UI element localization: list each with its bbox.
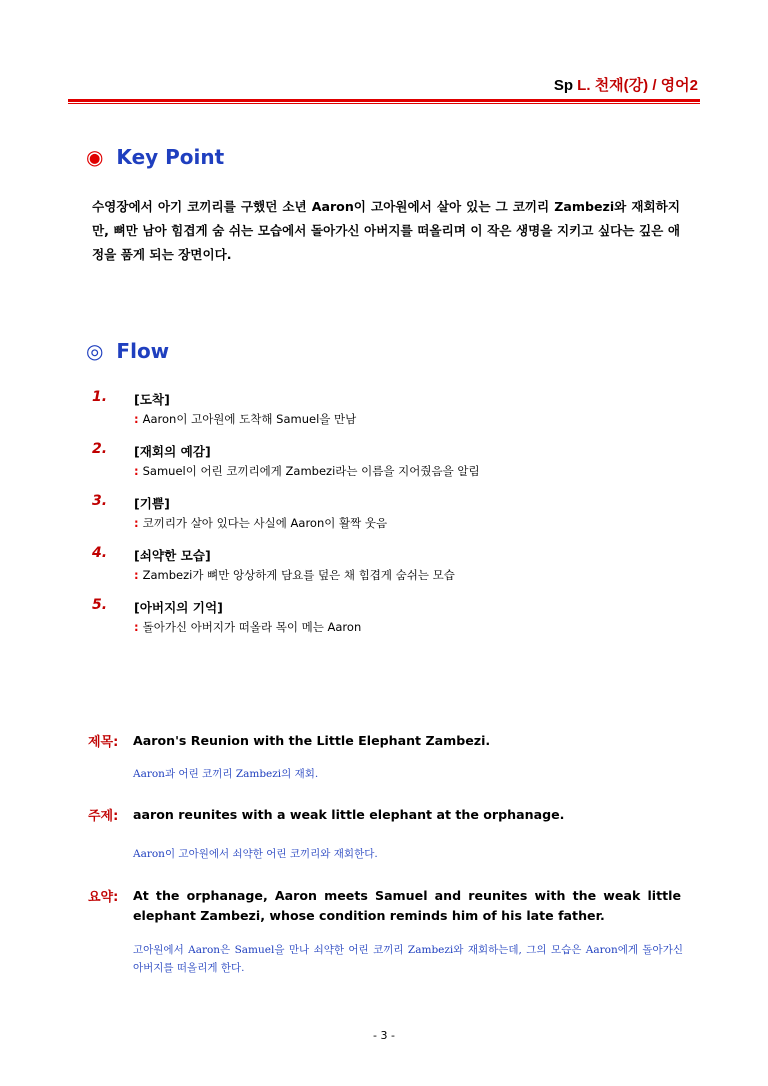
flow-item-heading: [도착] — [134, 392, 170, 407]
flow-item-description — [134, 567, 455, 583]
flow-item-heading: [쇠약한 모습] — [134, 548, 211, 563]
theme-label: 주제: — [88, 809, 119, 824]
flow-colon: : — [134, 568, 139, 582]
flow-item-heading: [아버지의 기억] — [134, 600, 223, 615]
flow-item-desc-text: 코끼리가 살아 있다는 사실에 Aaron이 활짝 웃음 — [142, 516, 388, 530]
key-point-bullet-icon: ◉ — [86, 145, 104, 169]
summary-korean: 고아원에서 Aaron은 Samuel을 만나 쇠약한 어린 코끼리 Zambezi와 재회하는데, 그의 모습은 Aaron에게 돌아가신 아버지를 떠올리게 한다. — [133, 944, 683, 974]
flow-item-heading: [재회의 예감] — [134, 444, 211, 459]
header-rule-thin — [68, 103, 700, 104]
flow-colon: : — [134, 464, 139, 478]
flow-item-description — [134, 515, 387, 531]
flow-item-number: 3. — [92, 493, 108, 509]
flow-item-number: 4. — [92, 545, 108, 561]
flow-item-description — [134, 411, 356, 427]
page-header — [554, 74, 698, 95]
flow-item-description — [134, 619, 361, 635]
flow-item-number: 1. — [92, 389, 108, 405]
flow-item-number: 5. — [92, 597, 108, 613]
flow-title: Flow — [116, 339, 170, 363]
title-label: 제목: — [88, 735, 119, 750]
key-point-text: 수영장에서 아기 코끼리를 구했던 소년 Aaron이 고아원에서 살아 있는 그 코끼리 Zambezi와 재회하지만, 뼈만 남아 힘겹게 숨 쉬는 모습에서 돌아가신 아버지를 떠올리며 이 작은 생명을 지키고 싶다는 깊은 애정을 품게 되는 장면이다. — [92, 199, 680, 262]
flow-item-description — [134, 463, 480, 479]
theme-korean: Aaron이 고아원에서 쇠약한 어린 코끼리와 재회한다. — [133, 848, 378, 860]
flow-item-desc-text: 돌아가신 아버지가 떠올라 목이 메는 Aaron — [142, 620, 362, 634]
flow-item-number: 2. — [92, 441, 108, 457]
header-rule-thick — [68, 99, 700, 102]
summary-label: 요약: — [88, 890, 119, 905]
title-korean: Aaron과 어린 코끼리 Zambezi의 재회. — [133, 768, 319, 780]
flow-item-desc-text: Aaron이 고아원에 도착해 Samuel을 만남 — [142, 412, 357, 426]
summary-english: At the orphanage, Aaron meets Samuel and reunites with the weak little elephant Zambezi, whose condition reminds him of his late father. — [133, 888, 681, 923]
flow-item-heading: [기쁨] — [134, 496, 170, 511]
flow-colon: : — [134, 620, 139, 634]
flow-colon: : — [134, 516, 139, 530]
flow-item-desc-text: Zambezi가 뼈만 앙상하게 담요를 덮은 채 힘겹게 숨쉬는 모습 — [142, 568, 455, 582]
header-slash: / — [652, 77, 657, 94]
header-sp: Sp — [553, 77, 573, 94]
title-english: Aaron's Reunion with the Little Elephant Zambezi. — [133, 733, 491, 748]
header-level: L. — [577, 77, 591, 94]
flow-colon: : — [134, 412, 139, 426]
theme-english: aaron reunites with a weak little elephant at the orphanage. — [133, 807, 565, 822]
header-subject: 영어2 — [660, 77, 698, 94]
flow-heading — [86, 339, 169, 363]
page-number: - 3 - — [373, 1029, 395, 1042]
flow-item-desc-text: Samuel이 어린 코끼리에게 Zambezi라는 이름을 지어줬음을 알림 — [142, 464, 480, 478]
key-point-heading — [86, 145, 224, 169]
flow-bullet-icon: ◎ — [86, 339, 104, 363]
key-point-title: Key Point — [116, 145, 225, 169]
header-publisher: 천재(강) — [594, 77, 649, 94]
